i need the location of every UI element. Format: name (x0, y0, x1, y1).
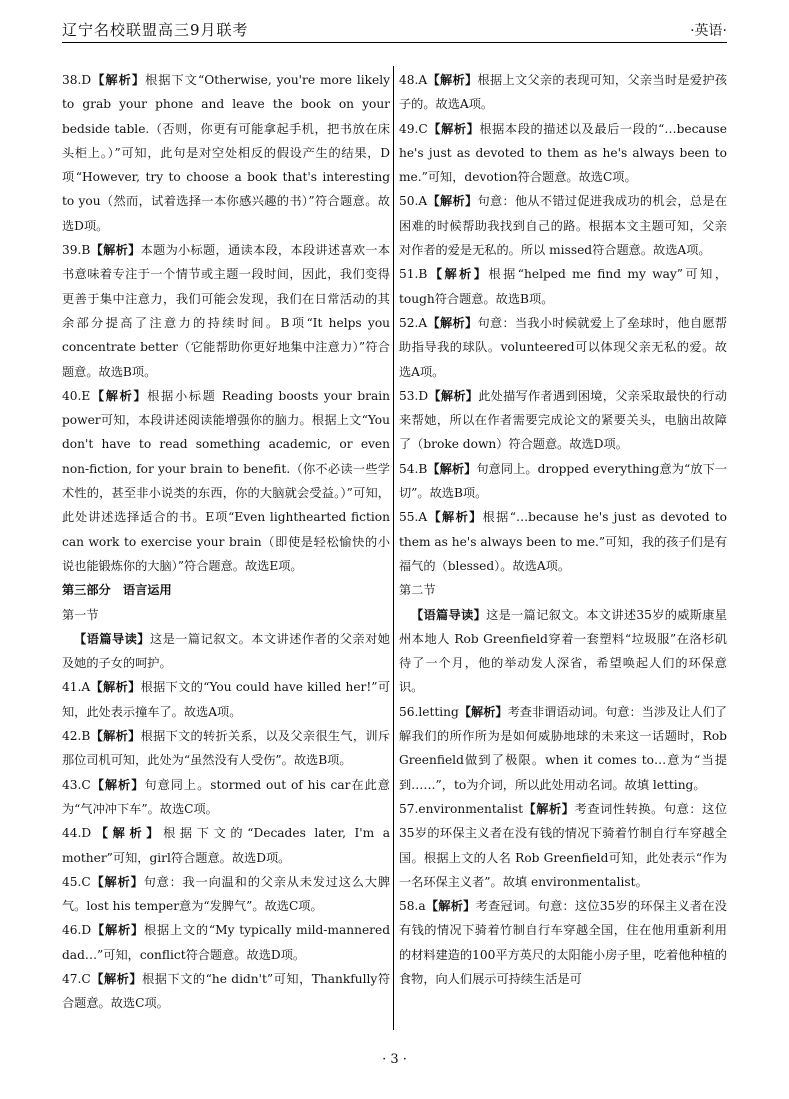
analysis-text: 根据下文“Otherwise, you're more likely to grab your phone and leave the book on your bedside table.（否则，你更有可能拿起手机，把书放在床头柜上。）”可知，此句是对空处相反的假设产生的结果，D项“However, try to choose a book that's interesting to you（然而，试着选择一本你感兴趣的书）”符合题意。故选D项。 (62, 73, 391, 233)
answer-item (399, 384, 727, 457)
answer-item (62, 821, 390, 870)
subsection-heading: 第一节 (62, 607, 99, 622)
answer-number: 57.environmentalist (399, 801, 523, 816)
intro-text: 这是一篇记叙文。本文讲述作者的父亲对她及她的子女的呵护。 (62, 631, 390, 671)
analysis-tag: 【解析】 (90, 729, 141, 744)
answer-item (399, 894, 727, 991)
analysis-text: 根据下文的“he didn't”可知，Thankfully符合题意。故选C项。 (62, 971, 391, 1011)
analysis-tag: 【解析】 (425, 899, 476, 914)
passage-intro (399, 603, 727, 700)
answer-number: 44.D (62, 826, 92, 841)
analysis-text: 根据下文的“You could have killed her!”可知，此处表示撞车了。故选A项。 (62, 680, 391, 719)
analysis-text: 根据下文的“Decades later, I'm a mother”可知，girl符合题意。故选D项。 (62, 826, 390, 865)
analysis-tag: 【解析】 (427, 121, 480, 136)
analysis-text: 根据“…because he's just as devoted to them as he's always been to me.”可知，我的孩子们是有福气的（blessed）。故选A项。 (399, 510, 728, 573)
answer-number: 51.B (399, 267, 428, 282)
passage-intro (62, 627, 390, 676)
analysis-text: 句意：他从不错过促进我成功的机会，总是在困难的时候帮助我找到自己的路。根据本文主题可知，父亲对作者的爱是无私的。所以 missed符合题意。故选A项。 (399, 194, 728, 258)
analysis-text: 此处描写作者遇到困境，父亲采取最快的行动来帮她，所以在作者需要完成论文的紧要关头，电脑出故障了（broke down）符合题意。故选D项。 (399, 388, 728, 452)
analysis-tag: 【解析】 (427, 510, 483, 525)
answer-number: 54.B (399, 461, 428, 476)
analysis-tag: 【解析】 (91, 73, 146, 87)
subsection-heading: 第二节 (399, 583, 436, 598)
right-column (399, 68, 727, 991)
answer-number: 42.B (62, 729, 91, 744)
answer-item (62, 384, 390, 578)
analysis-tag: 【解析】 (427, 73, 478, 87)
answer-number: 48.A (399, 73, 428, 87)
answer-item (399, 262, 727, 311)
analysis-tag: 【解析】 (90, 874, 144, 889)
answer-item (62, 724, 390, 773)
answer-item (399, 311, 727, 384)
analysis-tag: 【解析】 (90, 388, 148, 403)
analysis-tag: 【解析】 (91, 826, 164, 841)
answer-number: 49.C (399, 121, 428, 136)
page-number: · 3 · (382, 1052, 407, 1067)
answer-number: 53.D (399, 388, 429, 403)
answer-number: 38.D (62, 73, 92, 87)
answer-number: 56.letting (399, 704, 459, 719)
answer-item (62, 238, 390, 384)
answer-item (62, 870, 390, 919)
page-header (62, 14, 727, 43)
analysis-tag: 【解析】 (427, 194, 478, 209)
analysis-tag: 【解析】 (427, 461, 477, 476)
answer-number: 52.A (399, 315, 428, 330)
intro-tag: 【语篇导读】 (411, 607, 487, 622)
analysis-text: 句意：当我小时候就爱上了垒球时，他自愿帮助指导我的球队。volunteered可以体现父亲无私的爱。故选A项。 (399, 315, 728, 379)
answer-item (62, 773, 390, 822)
analysis-tag: 【解析】 (522, 801, 575, 816)
left-column (62, 68, 390, 1016)
analysis-text: 根据上文的“My typically mild-mannered dad…”可知，conflict符合题意。故选D项。 (62, 923, 390, 962)
analysis-text: 句意同上。dropped everything意为“放下一切”。故选B项。 (399, 461, 728, 501)
answer-number: 50.A (399, 194, 428, 209)
answer-item (62, 967, 390, 1016)
section-heading: 第三部分 语言运用 (62, 583, 172, 598)
analysis-tag: 【解析】 (427, 315, 478, 330)
analysis-text: 本题为小标题，通读本段，本段讲述喜欢一本书意味着专注于一个情节或主题一段时间，因此，我们变得更善于集中注意力，我们可能会发现，我们在日常活动的其余部分提高了注意力的持续时间。B项“It helps you concentrate better（它能帮助你更好地集中注意力）”符合题意。故选B项。 (62, 243, 391, 379)
analysis-tag: 【解析】 (90, 243, 141, 258)
analysis-text: 句意同上。stormed out of his car在此意为“气冲冲下车”。故选C项。 (62, 777, 390, 816)
answer-number: 39.B (62, 243, 91, 258)
analysis-text: 考查冠词。句意：这位35岁的环保主义者在没有钱的情况下骑着竹制自行车穿越全国，住在他用重新利用的材料建造的100平方英尺的太阳能小房子里，吃着他种植的食物，向人们展示可持续生活是可 (399, 899, 727, 986)
answer-number: 43.C (62, 777, 91, 792)
analysis-text: 根据上文父亲的表现可知，父亲当时是爱护孩子的。故选A项。 (399, 73, 728, 112)
analysis-text: 句意：我一向温和的父亲从未发过这么大脾气。lost his temper意为“发脾气”。故选C项。 (62, 874, 391, 914)
answer-number: 45.C (62, 874, 91, 889)
answer-item (399, 189, 727, 262)
answer-item (399, 68, 727, 117)
analysis-tag: 【解析】 (428, 388, 479, 403)
answer-item (62, 68, 390, 238)
analysis-text: 根据“helped me find my way”可知，tough符合题意。故选B项。 (399, 267, 728, 306)
answer-item (399, 117, 727, 190)
answer-item (62, 675, 390, 724)
answer-item (399, 700, 727, 797)
intro-text: 这是一篇记叙文。本文讲述35岁的威斯康星州本地人 Rob Greenfield穿着一套塑料“垃圾服”在洛杉矶待了一个月，他的举动发人深省，希望唤起人们的环保意识。 (399, 607, 727, 695)
analysis-tag: 【解析】 (90, 680, 141, 695)
column-divider (393, 66, 394, 1030)
answer-number: 41.A (62, 680, 91, 695)
analysis-text: 考查非谓语动词。句意：当涉及让人们了解我们的所作所为是如何威胁地球的未来这一话题时，Rob Greenfield做到了极限。when it comes to…意为“当提到……”，to为介词，所以此处用动名词。故填 letting。 (399, 704, 728, 792)
analysis-text: 考查词性转换。句意：这位35岁的环保主义者在没有钱的情况下骑着竹制自行车穿越全国。根据上文的人名 Rob Greenfield可知，此处表示“作为一名环保主义者”。故填 environmentalist。 (399, 801, 728, 889)
answer-number: 58.a (399, 899, 426, 914)
answer-number: 47.C (62, 971, 91, 986)
answer-item (399, 797, 727, 894)
answer-item (62, 918, 390, 967)
analysis-tag: 【解析】 (90, 971, 143, 986)
answer-number: 40.E (62, 388, 91, 403)
analysis-tag: 【解析】 (427, 267, 489, 282)
answer-item (399, 505, 727, 578)
analysis-tag: 【解析】 (91, 923, 144, 938)
analysis-tag: 【解析】 (90, 777, 145, 792)
answer-number: 46.D (62, 923, 92, 938)
analysis-text: 根据本段的描述以及最后一段的“…because he's just as devoted to them as he's always been to me.”可知，devotion符合题意。故选C项。 (399, 121, 728, 185)
exam-title: 辽宁名校联盟高三9月联考 (62, 21, 249, 39)
answer-number: 55.A (399, 510, 428, 525)
intro-tag: 【语篇导读】 (74, 631, 150, 646)
subject-label: ·英语· (690, 23, 727, 39)
analysis-text: 根据下文的转折关系，以及父亲很生气，训斥那位司机可知，此处为“虽然没有人受伤”。故选B项。 (62, 729, 391, 768)
analysis-text: 根据小标题 Reading boosts your brain power可知，本段讲述阅读能增强你的脑力。根据上文“You don't have to read something academic, or even non-fiction, for your brain to benefit.（你不必读一些学术性的，甚至非小说类的东西，你的大脑就会受益。）”可知，此处讲述选择适合的书。E项“Even lighthearted fiction can work to exercise your brain（即使是轻松愉快的小说也能锻炼你的大脑）”符合题意。故选E项。 (62, 388, 390, 573)
analysis-tag: 【解析】 (458, 704, 508, 719)
answer-item (399, 457, 727, 506)
